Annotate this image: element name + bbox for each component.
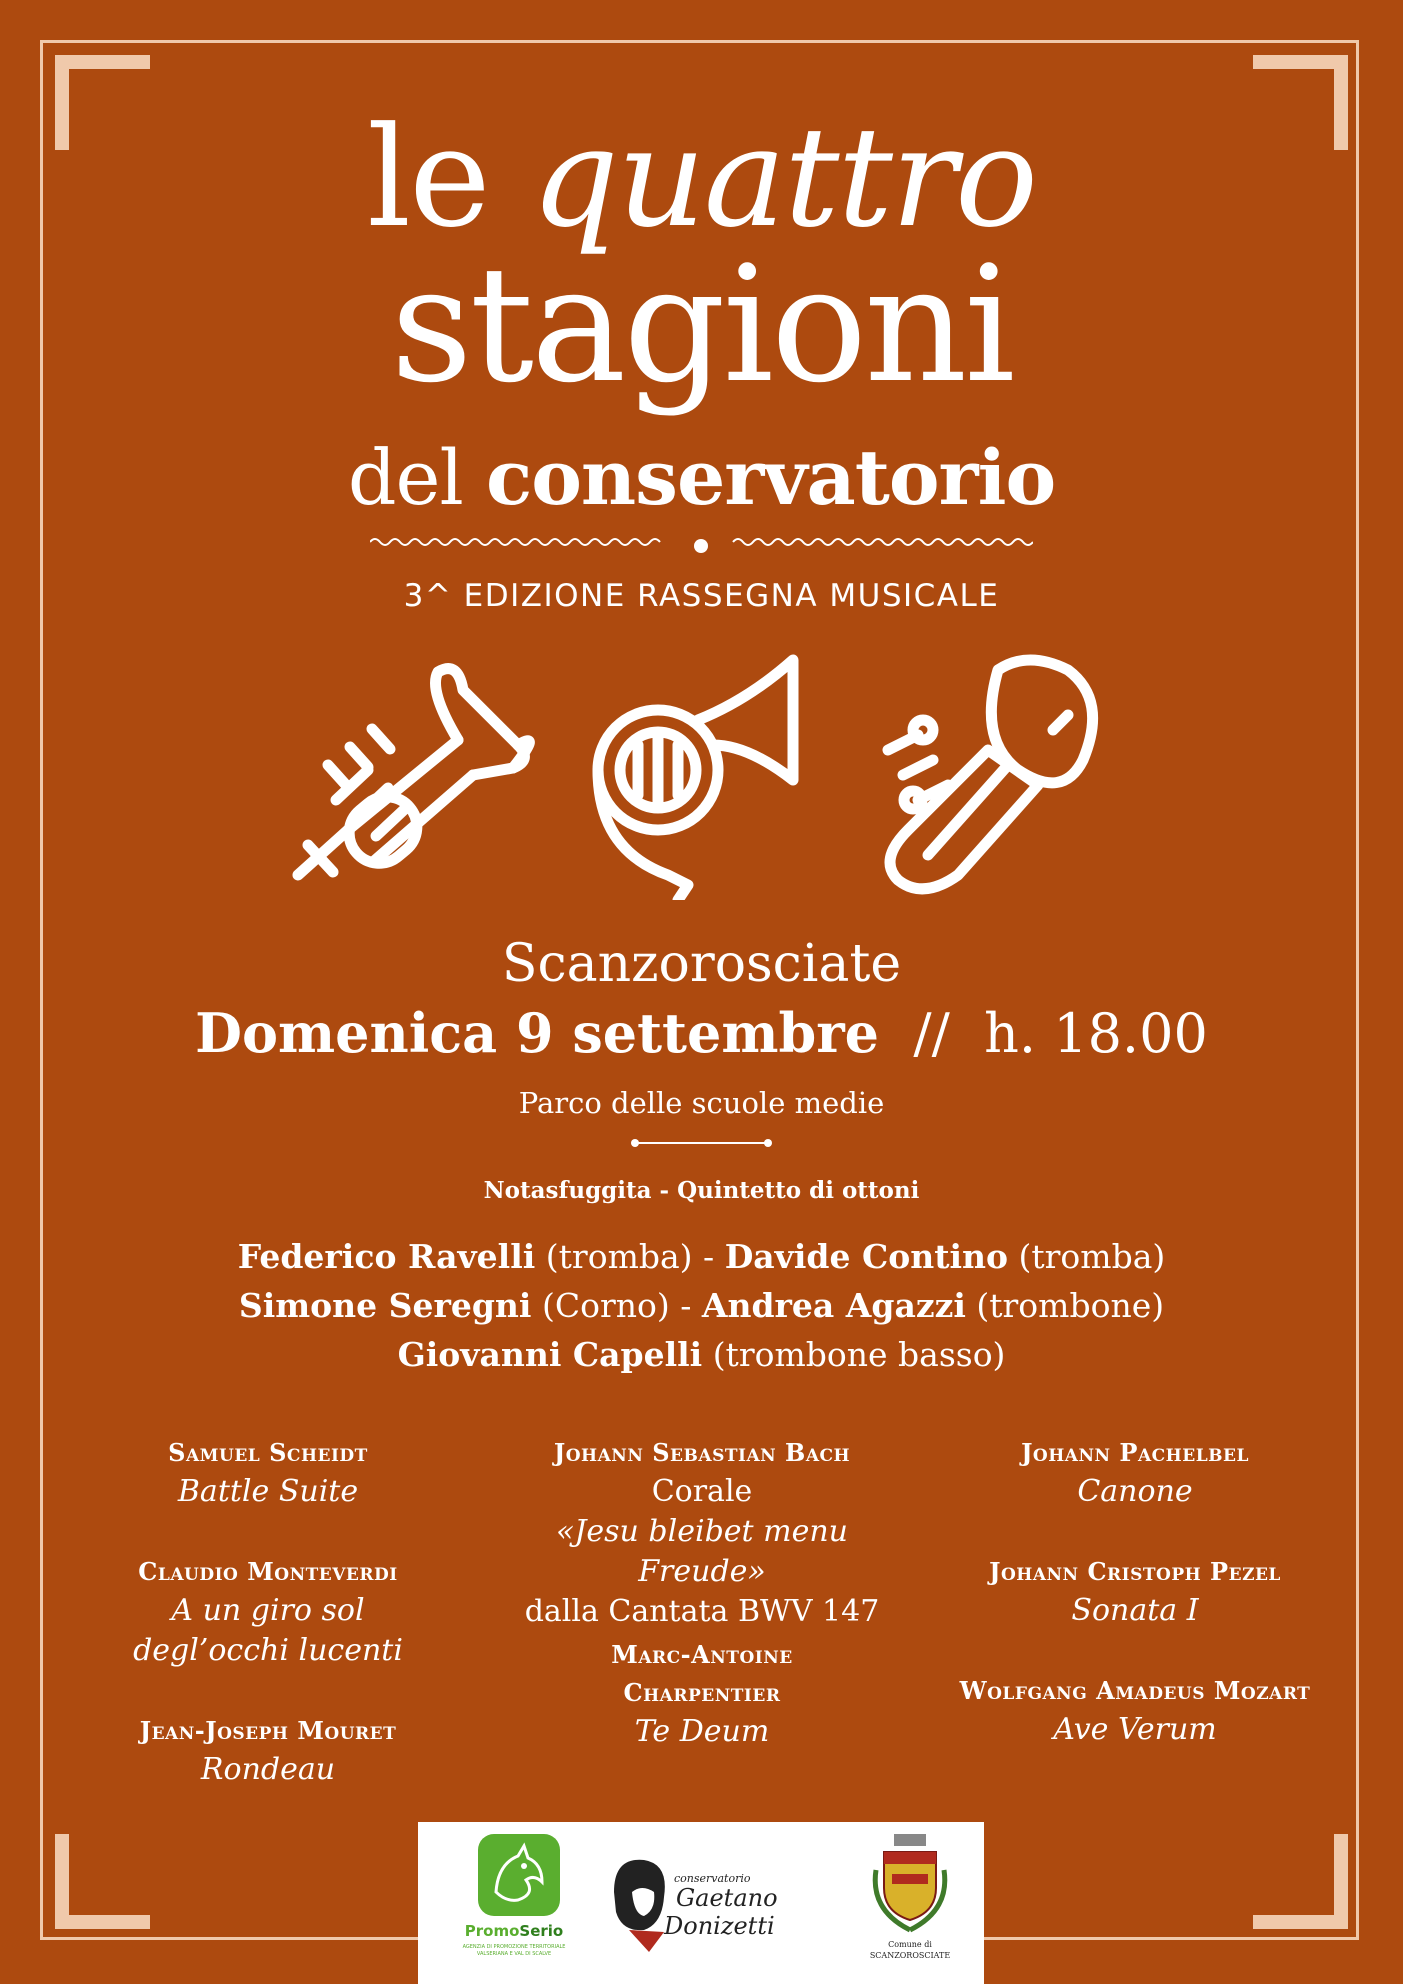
composer-name: Johann Cristoph Pezel (989, 1557, 1281, 1586)
program-item (925, 1553, 1345, 1631)
work-title: degl’occhi lucenti (133, 1633, 403, 1668)
title-ornament (370, 532, 1033, 562)
program-item (492, 1636, 912, 1752)
conservatorio-donizetti-logo: conservatorio Gaetano Donizetti (604, 1822, 804, 1982)
work-title: Ave Verum (1053, 1712, 1217, 1747)
composer-name: Charpentier (623, 1678, 781, 1707)
edition-label: 3^ EDIZIONE RASSEGNA MUSICALE (403, 578, 1000, 614)
work-title: A un giro sol (171, 1593, 365, 1628)
program-item (925, 1672, 1345, 1750)
composer-name: Claudio Monteverdi (138, 1557, 398, 1586)
work-title: Sonata I (1071, 1593, 1199, 1628)
ensemble-name: Notasfuggita - Quintetto di ottoni (483, 1177, 920, 1204)
event-venue: Parco delle scuole medie (518, 1086, 885, 1120)
title-line-3: del conservatorio (347, 433, 1056, 522)
work-source: dalla Cantata BWV 147 (524, 1594, 880, 1629)
corner-bottom-right (1253, 1834, 1348, 1929)
divider (630, 1136, 773, 1150)
program-item (58, 1434, 478, 1512)
corner-bottom-left (55, 1834, 150, 1929)
event-date-time: Domenica 9 settembre // h. 18.00 (195, 1001, 1208, 1065)
tuba-icon (868, 650, 1118, 900)
trumpet-icon (288, 650, 578, 900)
composer-name: Johann Pachelbel (1021, 1438, 1249, 1467)
program-item (58, 1553, 478, 1671)
composer-name: Jean-Joseph Mouret (139, 1716, 397, 1745)
sponsor-logos (418, 1822, 984, 1984)
work-title: «Jesu bleibet menu Freude» (556, 1514, 848, 1589)
promoserio-logo: PromoSerio AGENZIA DI PROMOZIONE TERRITORIALE VALSERIANA E VAL DI SCALVE (454, 1822, 574, 1982)
work-title: Rondeau (200, 1752, 336, 1787)
composer-name: Wolfgang Amadeus Mozart (959, 1676, 1311, 1705)
composer-name: Johann Sebastian Bach (553, 1438, 851, 1467)
promoserio-fox-icon (478, 1834, 560, 1916)
work-title: Corale (651, 1474, 753, 1509)
comune-logo: Comune di SCANZOROSCIATE (850, 1822, 970, 1982)
work-title: Canone (1077, 1474, 1193, 1509)
program-item (925, 1434, 1345, 1512)
event-place: Scanzorosciate (501, 934, 902, 994)
performers-row-1: Federico Ravelli (tromba) - Davide Contino (tromba) (237, 1237, 1166, 1276)
performers-row-2: Simone Seregni (Corno) - Andrea Agazzi (trombone) (238, 1286, 1165, 1325)
work-title: Battle Suite (177, 1474, 359, 1509)
title-line-1: le quattro (366, 97, 1037, 258)
performers-row-3: Giovanni Capelli (trombone basso) (397, 1335, 1006, 1374)
title-line-2: stagioni (390, 231, 1013, 418)
program-item (58, 1712, 478, 1790)
work-title: Te Deum (634, 1714, 770, 1749)
program-item (492, 1434, 912, 1632)
composer-name: Marc-Antoine (611, 1640, 793, 1669)
composer-name: Samuel Scheidt (168, 1438, 368, 1467)
coat-of-arms-icon (870, 1830, 950, 1940)
french-horn-icon (588, 650, 808, 900)
